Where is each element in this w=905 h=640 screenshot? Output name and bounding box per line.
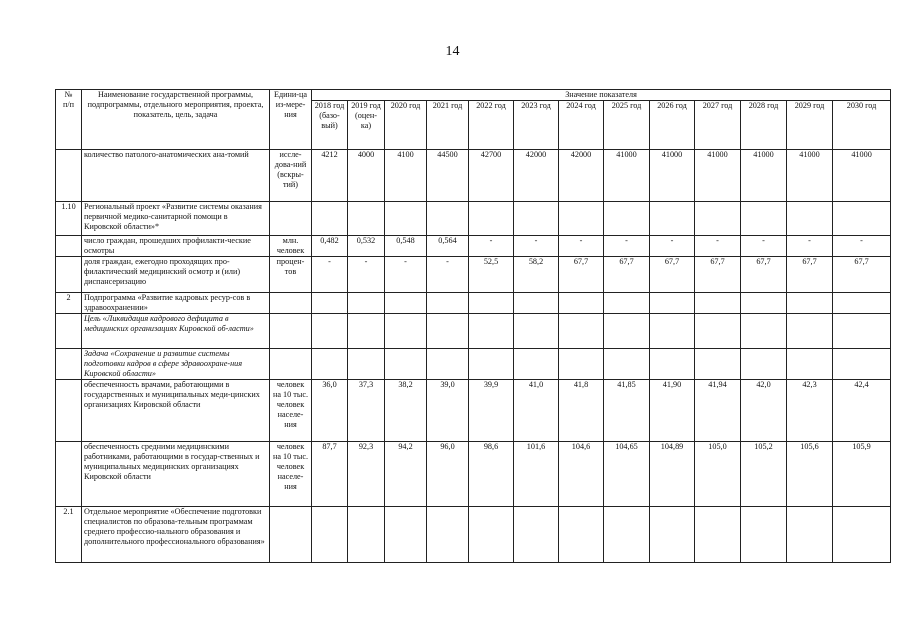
row-value (833, 202, 891, 236)
row-value: 104,65 (604, 442, 650, 507)
row-value: 42700 (469, 150, 514, 202)
row-value: 41,85 (604, 380, 650, 442)
row-value: 39,0 (427, 380, 469, 442)
row-value: 41,94 (695, 380, 741, 442)
row-value: 105,6 (787, 442, 833, 507)
row-value (312, 202, 348, 236)
header-year: 2025 год (604, 101, 650, 150)
row-value (514, 349, 559, 380)
row-unit: процен-тов (270, 257, 312, 293)
row-value: 42,3 (787, 380, 833, 442)
row-value: 42,4 (833, 380, 891, 442)
row-value: - (833, 236, 891, 257)
row-name: Подпрограмма «Развитие кадровых ресур-сов в здравоохранении» (82, 293, 270, 314)
row-value (427, 202, 469, 236)
row-value (650, 507, 695, 563)
row-value: 4212 (312, 150, 348, 202)
row-value: 0,532 (348, 236, 385, 257)
row-value (348, 349, 385, 380)
row-value (741, 507, 787, 563)
row-value (650, 314, 695, 349)
row-unit (270, 202, 312, 236)
row-value (787, 202, 833, 236)
row-value (348, 314, 385, 349)
row-unit: человек на 10 тыс. человек населе-ния (270, 380, 312, 442)
row-value (385, 314, 427, 349)
header-year: 2018 год (базо-вый) (312, 101, 348, 150)
row-unit (270, 507, 312, 563)
table-row (56, 150, 891, 202)
row-value: - (312, 257, 348, 293)
row-value: 67,7 (650, 257, 695, 293)
row-value: - (650, 236, 695, 257)
row-value (312, 507, 348, 563)
row-value (385, 202, 427, 236)
header-year: 2029 год (787, 101, 833, 150)
row-number (56, 236, 82, 257)
row-value (427, 349, 469, 380)
header-year: 2019 год (оцен-ка) (348, 101, 385, 150)
row-value (514, 507, 559, 563)
row-value (604, 202, 650, 236)
row-value (650, 349, 695, 380)
row-value (559, 202, 604, 236)
row-number (56, 380, 82, 442)
row-value: 44500 (427, 150, 469, 202)
row-value: 41000 (787, 150, 833, 202)
row-value: 4100 (385, 150, 427, 202)
row-value: 42000 (559, 150, 604, 202)
table-row (56, 380, 891, 442)
row-value: - (514, 236, 559, 257)
header-year: 2028 год (741, 101, 787, 150)
row-value: 41000 (741, 150, 787, 202)
row-value (385, 349, 427, 380)
header-year: 2021 год (427, 101, 469, 150)
row-number (56, 442, 82, 507)
row-value: 94,2 (385, 442, 427, 507)
row-value (833, 349, 891, 380)
row-value (427, 293, 469, 314)
row-value: 0,564 (427, 236, 469, 257)
header-unit: Едини-ца из-мере-ния (270, 90, 312, 150)
row-value: 67,7 (604, 257, 650, 293)
row-value (312, 314, 348, 349)
row-name: число граждан, прошедших профилакти-ческие осмотры (82, 236, 270, 257)
row-value: 4000 (348, 150, 385, 202)
row-value: 105,9 (833, 442, 891, 507)
row-value: 104,6 (559, 442, 604, 507)
header-name: Наименование государственной программы, подпрограммы, отдельного мероприятия, проекта, показатель, цель, задача (82, 90, 270, 150)
row-value (348, 507, 385, 563)
row-value: 42000 (514, 150, 559, 202)
row-value (469, 314, 514, 349)
row-value (741, 202, 787, 236)
row-value (833, 293, 891, 314)
row-value (833, 314, 891, 349)
header-year: 2020 год (385, 101, 427, 150)
row-number (56, 150, 82, 202)
row-value: 105,2 (741, 442, 787, 507)
row-unit (270, 314, 312, 349)
row-number: 1.10 (56, 202, 82, 236)
row-value: 37,3 (348, 380, 385, 442)
row-value (695, 293, 741, 314)
row-value (695, 314, 741, 349)
row-value (787, 349, 833, 380)
row-value: 38,2 (385, 380, 427, 442)
header-values: Значение показателя (312, 90, 891, 101)
row-value: 0,482 (312, 236, 348, 257)
header-year: 2023 год (514, 101, 559, 150)
row-value: 41000 (833, 150, 891, 202)
row-value (514, 314, 559, 349)
header-year: 2030 год (833, 101, 891, 150)
row-value: - (348, 257, 385, 293)
row-value (514, 293, 559, 314)
row-name: обеспеченность врачами, работающими в государственных и муниципальных меди-цинских организациях Кировской области (82, 380, 270, 442)
table-row (56, 442, 891, 507)
table-row (56, 293, 891, 314)
row-value (695, 349, 741, 380)
row-value: 41,0 (514, 380, 559, 442)
row-value: 67,7 (559, 257, 604, 293)
row-unit: млн. человек (270, 236, 312, 257)
table-row (56, 314, 891, 349)
row-value: 104,89 (650, 442, 695, 507)
page-number: 14 (445, 44, 460, 59)
row-value (695, 507, 741, 563)
row-value (833, 507, 891, 563)
row-value (559, 507, 604, 563)
row-value (385, 507, 427, 563)
row-number (56, 349, 82, 380)
row-unit (270, 349, 312, 380)
row-value: 41,90 (650, 380, 695, 442)
row-value: 67,7 (741, 257, 787, 293)
row-value: 67,7 (787, 257, 833, 293)
row-name: количество патолого-анатомических ана-томий (82, 150, 270, 202)
header-year: 2022 год (469, 101, 514, 150)
row-value (514, 202, 559, 236)
header-year: 2024 год (559, 101, 604, 150)
row-value: - (604, 236, 650, 257)
row-value (348, 293, 385, 314)
row-value (604, 507, 650, 563)
row-value: - (787, 236, 833, 257)
row-value: - (385, 257, 427, 293)
row-value (427, 314, 469, 349)
row-value: 87,7 (312, 442, 348, 507)
row-value: 39,9 (469, 380, 514, 442)
row-number: 2.1 (56, 507, 82, 563)
row-value (469, 507, 514, 563)
row-value (604, 293, 650, 314)
row-value: - (559, 236, 604, 257)
row-value (348, 202, 385, 236)
row-value (385, 293, 427, 314)
row-value: 101,6 (514, 442, 559, 507)
row-number (56, 314, 82, 349)
row-number: 2 (56, 293, 82, 314)
row-value (469, 202, 514, 236)
row-name: обеспеченность средними медицинскими работниками, работающими в государ-ственных и муниципальных медицинских организациях Кировской области (82, 442, 270, 507)
row-value (469, 293, 514, 314)
row-value: 92,3 (348, 442, 385, 507)
row-value: - (469, 236, 514, 257)
row-value (741, 349, 787, 380)
row-value: 52,5 (469, 257, 514, 293)
table-row (56, 236, 891, 257)
row-value (559, 349, 604, 380)
row-unit: иссле-дова-ний (вскры-тий) (270, 150, 312, 202)
row-number (56, 257, 82, 293)
row-value: 105,0 (695, 442, 741, 507)
row-value: 41000 (604, 150, 650, 202)
table-row (56, 202, 891, 236)
row-value (650, 202, 695, 236)
row-value (559, 293, 604, 314)
row-name: Региональный проект «Развитие системы оказания первичной медико-санитарной помощи в Кировской области»* (82, 202, 270, 236)
row-unit: человек на 10 тыс. человек населе-ния (270, 442, 312, 507)
row-name: Цель «Ликвидация кадрового дефицита в медицинских организациях Кировской об-ласти» (82, 314, 270, 349)
row-value (695, 202, 741, 236)
row-value (787, 507, 833, 563)
row-value (559, 314, 604, 349)
row-value (787, 293, 833, 314)
row-unit (270, 293, 312, 314)
row-value: 96,0 (427, 442, 469, 507)
row-value (427, 507, 469, 563)
row-value: - (695, 236, 741, 257)
table-row (56, 257, 891, 293)
row-value: 58,2 (514, 257, 559, 293)
row-name: Задача «Сохранение и развитие системы подготовки кадров в сфере здравоохране-ния Кировской области» (82, 349, 270, 380)
row-value (604, 349, 650, 380)
row-name: доля граждан, ежегодно проходящих про-филактический медицинский осмотр и (или) диспансеризацию (82, 257, 270, 293)
header-year: 2027 год (695, 101, 741, 150)
row-value: 67,7 (695, 257, 741, 293)
row-value: 36,0 (312, 380, 348, 442)
header-year: 2026 год (650, 101, 695, 150)
row-name: Отдельное мероприятие «Обеспечение подготовки специалистов по образова-тельным программам среднего профессио-нального образования и дополнительного профессионального образования» (82, 507, 270, 563)
table-row (56, 507, 891, 563)
row-value (741, 314, 787, 349)
row-value: 0,548 (385, 236, 427, 257)
header-num: № п/п (56, 90, 82, 150)
row-value (604, 314, 650, 349)
row-value: 67,7 (833, 257, 891, 293)
indicator-table (55, 89, 891, 563)
row-value: 41000 (650, 150, 695, 202)
row-value: 98,6 (469, 442, 514, 507)
row-value: 41,8 (559, 380, 604, 442)
row-value (312, 293, 348, 314)
row-value (312, 349, 348, 380)
row-value: - (741, 236, 787, 257)
row-value (469, 349, 514, 380)
row-value (650, 293, 695, 314)
row-value: - (427, 257, 469, 293)
row-value: 41000 (695, 150, 741, 202)
row-value: 42,0 (741, 380, 787, 442)
table-row (56, 349, 891, 380)
row-value (741, 293, 787, 314)
row-value (787, 314, 833, 349)
